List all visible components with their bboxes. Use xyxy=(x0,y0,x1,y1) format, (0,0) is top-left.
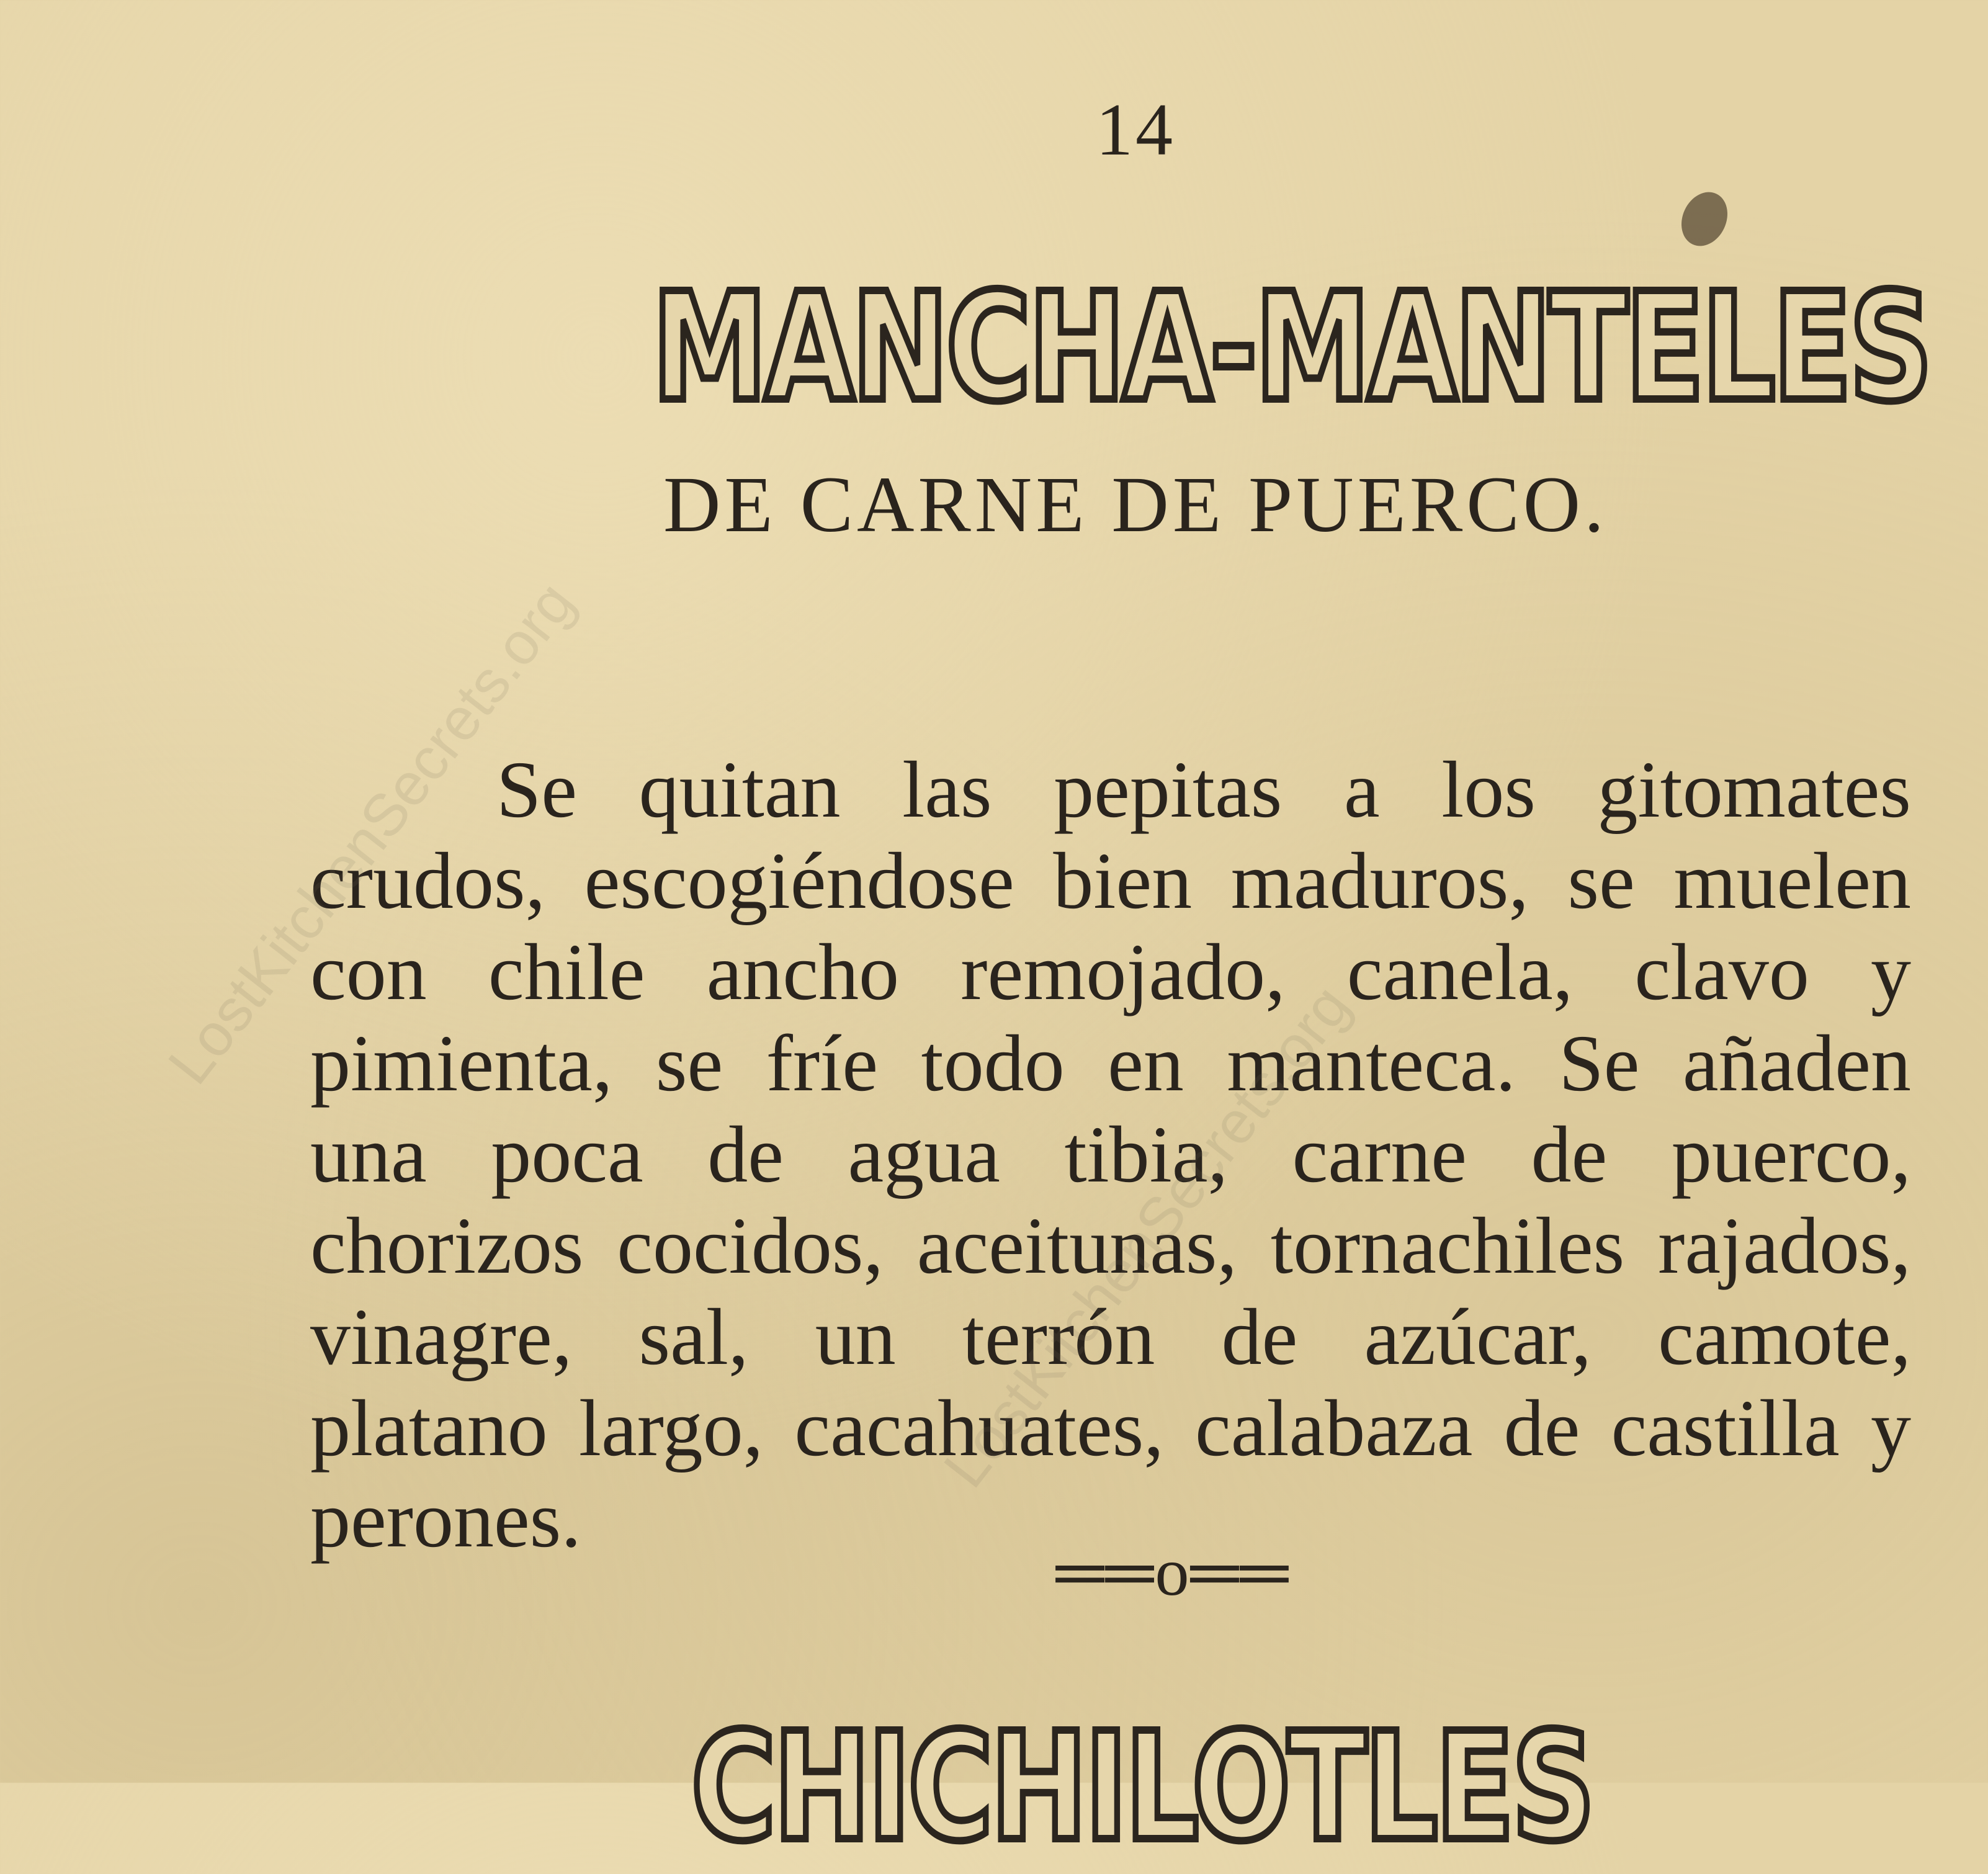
ink-blot xyxy=(1673,184,1735,253)
next-recipe-title: CHICHILOTLES xyxy=(691,1700,1593,1874)
recipe-body: Se quitan las pepitas a los gitomates crudos, escogiéndose bien maduros, se muelen con chile ancho remojado, canela, clavo y pimienta, se fríe todo en manteca. Se añaden una poca de agua tibia, carne de puerco, chorizos cocidos, aceitunas, tornachiles rajados, vinagre, sal, un terrón de azúcar, camote, platano largo, cacahuates, calabaza de castilla y perones. xyxy=(310,745,1911,1564)
watermark-text: LostKitchenSecrets.org xyxy=(931,973,1363,1500)
page-number: 14 xyxy=(1096,88,1175,171)
recipe-title: MANCHA-MANTELES xyxy=(651,261,1930,434)
section-separator: ══o══ xyxy=(1055,1534,1290,1610)
watermark-text: LostKitchenSecrets.org xyxy=(155,570,588,1096)
recipe-subtitle: DE CARNE DE PUERCO. xyxy=(663,460,1608,549)
